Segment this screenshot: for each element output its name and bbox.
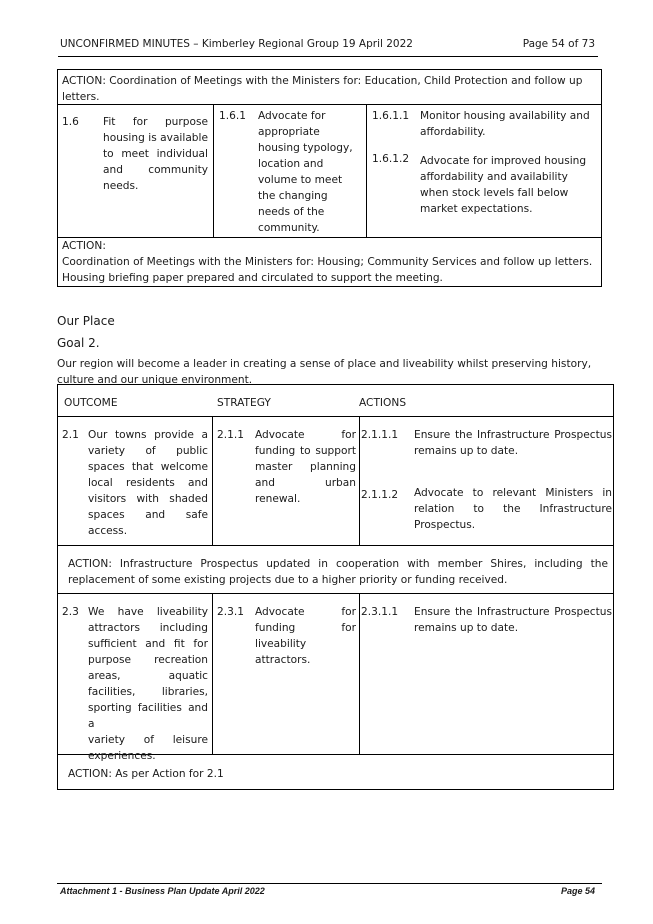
- text-line: facilities, libraries,: [88, 686, 208, 698]
- text-line: remains up to date.: [414, 445, 519, 457]
- table-divider: [57, 545, 614, 546]
- action-text: [414, 604, 612, 636]
- column-header-actions: ACTIONS: [359, 397, 407, 409]
- table-divider: [57, 416, 614, 417]
- text-line: relation to the Infrastructure: [414, 503, 612, 515]
- text-line: attractors including: [88, 622, 208, 634]
- text-line: the changing: [258, 190, 328, 202]
- action-number: 1.6.1.2: [372, 153, 410, 165]
- page-header-page-number: Page 54 of 73: [522, 38, 595, 50]
- text-line: experiences.: [88, 750, 156, 762]
- text-line: sporting facilities and a: [88, 702, 208, 730]
- text-line: spaces and safe: [88, 509, 208, 521]
- text-line: affordability and availability: [420, 171, 568, 183]
- goal-heading: Goal 2.: [57, 336, 100, 350]
- action-note: [68, 766, 608, 782]
- outcome-number: 2.3: [62, 606, 79, 618]
- column-divider: [212, 416, 213, 545]
- action-note-top: [62, 73, 596, 105]
- text-line: Housing briefing paper prepared and circulated to support the meeting.: [62, 272, 443, 284]
- strategy-text: [255, 427, 356, 507]
- action-text: [420, 108, 598, 140]
- action-text: [414, 427, 612, 459]
- action-text: [414, 485, 612, 533]
- outcome-number: 2.1: [62, 429, 79, 441]
- text-line: Coordination of Meetings with the Ministers for: Housing; Community Services and follow up letters.: [62, 256, 593, 268]
- text-line: attractors.: [255, 654, 311, 666]
- text-line: Fit for purpose: [103, 116, 208, 128]
- column-divider: [359, 416, 360, 545]
- action-text: [420, 153, 598, 217]
- strategy-text: [258, 108, 363, 236]
- action-number: 2.1.1.2: [361, 489, 399, 501]
- text-line: ACTION: As per Action for 2.1: [68, 768, 224, 780]
- text-line: volume to meet: [258, 174, 343, 186]
- column-divider: [212, 593, 213, 754]
- text-line: master planning: [255, 461, 356, 473]
- text-line: market expectations.: [420, 203, 533, 215]
- outcome-text: [88, 604, 208, 764]
- text-line: to meet individual: [103, 148, 208, 160]
- text-line: access.: [88, 525, 128, 537]
- column-header-strategy: STRATEGY: [217, 397, 271, 409]
- text-line: when stock levels fall below: [420, 187, 569, 199]
- text-line: ACTION: Infrastructure Prospectus updated in cooperation with member Shires, including the: [68, 558, 608, 570]
- section-heading: Our Place: [57, 314, 115, 328]
- text-line: Advocate for: [258, 110, 326, 122]
- action-note-bottom: [62, 238, 596, 286]
- text-line: Monitor housing availability and: [420, 110, 590, 122]
- strategy-number: 1.6.1: [219, 110, 246, 122]
- text-line: Our region will become a leader in creating a sense of place and liveability whilst preserving history,: [57, 358, 592, 370]
- text-line: and community: [103, 164, 208, 176]
- text-line: needs.: [103, 180, 139, 192]
- text-line: appropriate: [258, 126, 320, 138]
- text-line: Advocate to relevant Ministers in: [414, 487, 612, 499]
- text-line: needs of the: [258, 206, 325, 218]
- text-line: community.: [258, 222, 320, 234]
- text-line: Advocate for: [255, 606, 356, 618]
- text-line: visitors with shaded: [88, 493, 208, 505]
- footer-page-number: Page 54: [560, 886, 595, 896]
- text-line: Advocate for improved housing: [420, 155, 587, 167]
- text-line: local residents and: [88, 477, 208, 489]
- outcome-text: [88, 427, 208, 539]
- footer-divider: [57, 883, 602, 884]
- text-line: We have liveability: [88, 606, 208, 618]
- column-divider: [366, 104, 367, 237]
- column-header-outcome: OUTCOME: [64, 397, 118, 409]
- strategy-number: 2.3.1: [217, 606, 244, 618]
- text-line: housing typology,: [258, 142, 353, 154]
- text-line: liveability: [255, 638, 307, 650]
- text-line: location and: [258, 158, 324, 170]
- column-divider: [213, 104, 214, 237]
- action-number: 2.3.1.1: [361, 606, 399, 618]
- text-line: affordability.: [420, 126, 486, 138]
- text-line: funding to support: [255, 445, 356, 457]
- outcome-number: 1.6: [62, 116, 79, 128]
- text-line: and urban: [255, 477, 356, 489]
- text-line: ACTION:: [62, 240, 106, 252]
- text-line: funding for: [255, 622, 356, 634]
- text-line: sufficient and fit for: [88, 638, 208, 650]
- action-number: 2.1.1.1: [361, 429, 399, 441]
- text-line: areas, aquatic: [88, 670, 208, 682]
- strategy-number: 2.1.1: [217, 429, 244, 441]
- table-divider: [57, 593, 614, 594]
- text-line: spaces that welcome: [88, 461, 208, 473]
- text-line: variety of leisure: [88, 734, 208, 746]
- text-line: remains up to date.: [414, 622, 519, 634]
- text-line: Advocate for: [255, 429, 356, 441]
- text-line: Ensure the Infrastructure Prospectus: [414, 429, 612, 441]
- text-line: Prospectus.: [414, 519, 476, 531]
- header-divider: [58, 56, 598, 57]
- footer-attachment-label: Attachment 1 - Business Plan Update April 2022: [60, 886, 265, 896]
- action-number: 1.6.1.1: [372, 110, 410, 122]
- text-line: Our towns provide a: [88, 429, 208, 441]
- text-line: purpose recreation: [88, 654, 208, 666]
- page-header-title: UNCONFIRMED MINUTES – Kimberley Regional Group 19 April 2022: [60, 38, 413, 50]
- text-line: ACTION: Coordination of Meetings with the Ministers for: Education, Child Protection and follow up: [62, 75, 583, 87]
- strategy-text: [255, 604, 356, 668]
- text-line: letters.: [62, 91, 100, 103]
- text-line: replacement of some existing projects due to a higher priority or funding received.: [68, 574, 508, 586]
- text-line: Ensure the Infrastructure Prospectus: [414, 606, 612, 618]
- column-divider: [359, 593, 360, 754]
- text-line: housing is available: [103, 132, 208, 144]
- text-line: variety of public: [88, 445, 208, 457]
- text-line: renewal.: [255, 493, 301, 505]
- text-line: culture and our unique environment.: [57, 374, 253, 386]
- outcome-text: [103, 114, 208, 194]
- action-note: [68, 556, 608, 588]
